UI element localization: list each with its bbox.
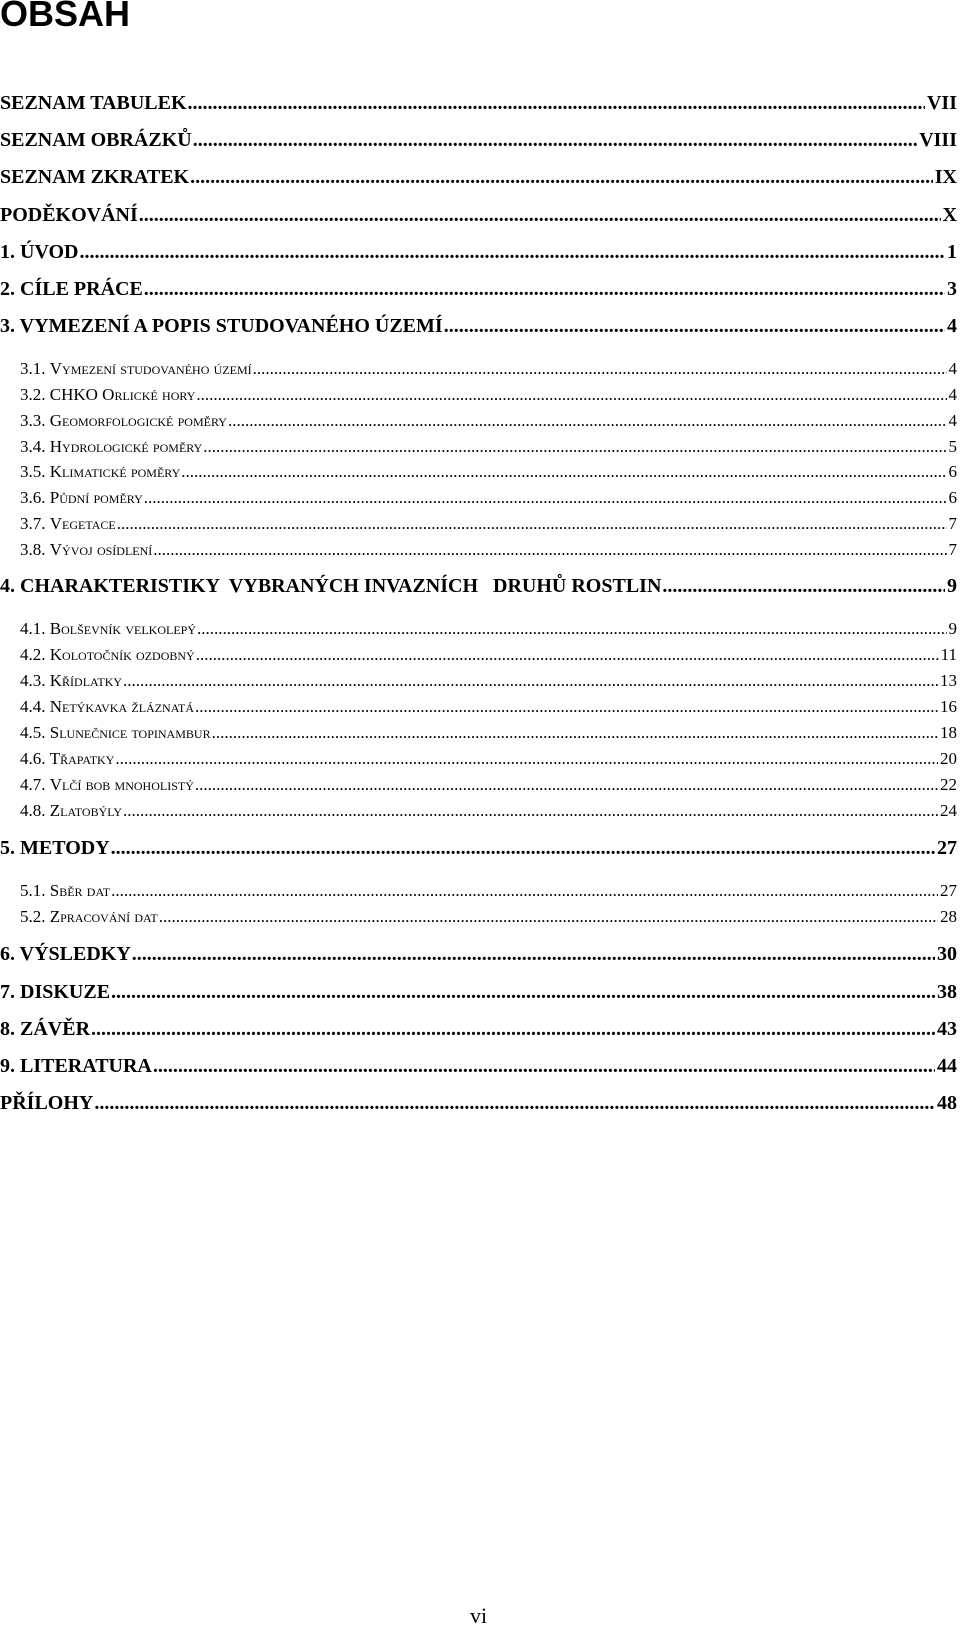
toc-entry-page: IX [934, 166, 957, 188]
toc-entry-page: 44 [937, 1055, 957, 1077]
toc-entry-page: 24 [940, 801, 957, 820]
toc-leader-dots [662, 574, 945, 598]
toc-subentry-number: 3.1. [20, 359, 46, 378]
toc-entry-page: 3 [947, 278, 957, 300]
toc-leader-dots [253, 357, 947, 381]
toc-entry-page: 27 [937, 837, 957, 859]
toc-entry-label: SEZNAM OBRÁZKŮ [0, 129, 192, 151]
toc-subentry-4-8[interactable] [20, 799, 957, 823]
toc-subentry-label: Třapatky [49, 749, 115, 768]
toc-entry-page: 6 [948, 462, 957, 481]
toc-entry-page: 7 [948, 514, 957, 533]
toc-leader-dots [123, 669, 938, 693]
toc-subentry-4-5[interactable] [20, 721, 957, 745]
toc-subentry-number: 3.5. [20, 462, 46, 481]
toc-entry-page: 5 [948, 437, 957, 456]
toc-entry-vysledky[interactable] [0, 942, 957, 966]
toc-leader-dots [80, 240, 946, 264]
toc-leader-dots [144, 486, 947, 510]
toc-leader-dots [153, 1054, 935, 1078]
toc-entry-page: 30 [937, 943, 957, 965]
toc-entry-page: 28 [940, 907, 957, 926]
toc-entry-page: 9 [947, 575, 957, 597]
toc-subentry-number: 3.6. [20, 488, 46, 507]
toc-subentry-number: 4.7. [20, 775, 46, 794]
toc-subentry-label: Netýkavka žláznatá [49, 697, 195, 716]
toc-subentry-4-3[interactable] [20, 669, 957, 693]
toc-subentry-number: 3.2. [20, 385, 46, 404]
toc-entry-label: 9. LITERATURA [0, 1055, 152, 1077]
toc-subentry-label: Zlatobýly [49, 801, 123, 820]
toc-entry-seznam-obrazku[interactable] [0, 128, 957, 152]
toc-entry-page: X [942, 204, 957, 226]
toc-subentry-4-4[interactable] [20, 695, 957, 719]
toc-subentry-3-3[interactable] [20, 409, 957, 433]
toc-leader-dots [111, 836, 935, 860]
toc-entry-page: 11 [940, 645, 957, 664]
toc-subentry-4-2[interactable] [20, 643, 957, 667]
toc-leader-dots [196, 383, 946, 407]
toc-entry-page: VIII [919, 129, 957, 151]
toc-subentry-label: Slunečnice topinambur [49, 723, 211, 742]
toc-entry-chapter-5[interactable] [0, 836, 957, 860]
toc-entry-label: 7. DISKUZE [0, 981, 111, 1003]
toc-entry-prilohy[interactable] [0, 1091, 957, 1115]
toc-entry-label: PODĚKOVÁNÍ [0, 204, 138, 226]
toc-subentry-number: 3.8. [20, 540, 46, 559]
toc-subentry-number: 4.2. [20, 645, 46, 664]
toc-entry-page: 16 [940, 697, 957, 716]
toc-entry-label: SEZNAM ZKRATEK [0, 166, 190, 188]
toc-leader-dots [195, 773, 938, 797]
toc-leader-dots [115, 747, 938, 771]
toc-leader-dots [195, 695, 938, 719]
toc-subentry-4-1[interactable] [20, 617, 957, 641]
toc-entry-label: 3. VYMEZENÍ A POPIS STUDOVANÉHO ÚZEMÍ [0, 315, 443, 337]
toc-subentry-label: Zpracování dat [49, 907, 158, 926]
toc-entry-page: 4 [948, 411, 957, 430]
toc-leader-dots [123, 799, 938, 823]
toc-entry-literatura[interactable] [0, 1054, 957, 1078]
toc-subentry-4-6[interactable] [20, 747, 957, 771]
toc-entry-page: 1 [947, 241, 957, 263]
toc-entry-page: 20 [940, 749, 957, 768]
toc-entry-diskuze[interactable] [0, 980, 957, 1004]
toc-subentry-label: Půdní poměry [49, 488, 143, 507]
toc-subentry-4-7[interactable] [20, 773, 957, 797]
toc-subentry-number: 3.7. [20, 514, 46, 533]
toc-entry-label: 2. CÍLE PRÁCE [0, 278, 143, 300]
toc-leader-dots [159, 905, 938, 929]
toc-subentry-3-8[interactable] [20, 538, 957, 562]
toc-subentry-number: 4.1. [20, 619, 46, 638]
toc-leader-dots [117, 512, 947, 536]
toc-leader-dots [444, 314, 945, 338]
toc-subentry-label: Klimatické poměry [49, 462, 181, 481]
toc-subentry-3-6[interactable] [20, 486, 957, 510]
toc-subentry-5-2[interactable] [20, 905, 957, 929]
toc-leader-dots [203, 435, 946, 459]
toc-subentry-3-5[interactable] [20, 460, 957, 484]
toc-leader-dots [111, 980, 935, 1004]
toc-entry-chapter-3[interactable] [0, 314, 957, 338]
toc-entry-podekovani[interactable] [0, 203, 957, 227]
toc-subentry-5-1[interactable] [20, 879, 957, 903]
toc-subentry-label: Hydrologické poměry [49, 437, 203, 456]
toc-entry-label: 8. ZÁVĚR [0, 1018, 91, 1040]
toc-subentry-label: Vlčí bob mnoholistý [49, 775, 194, 794]
toc-subentry-label: CHKO Orlické hory [49, 385, 196, 404]
toc-entry-page: 27 [940, 881, 957, 900]
toc-entry-uvod[interactable] [0, 240, 957, 264]
toc-entry-label: PŘÍLOHY [0, 1092, 94, 1114]
toc-subentry-number: 3.3. [20, 411, 46, 430]
toc-entry-page: 18 [940, 723, 957, 742]
toc-leader-dots [94, 1091, 935, 1115]
toc-subentry-label: Vymezení studovaného území [49, 359, 252, 378]
toc-subentry-label: Geomorfologické poměry [49, 411, 227, 430]
toc-leader-dots [228, 409, 947, 433]
toc-leader-dots [111, 879, 938, 903]
toc-subentry-number: 4.8. [20, 801, 46, 820]
toc-leader-dots [91, 1017, 935, 1041]
toc-entry-label: 4. CHARAKTERISTIKY VYBRANÝCH INVAZNÍCH DRUHŮ ROSTLIN [0, 575, 662, 597]
toc-entry-zaver[interactable] [0, 1017, 957, 1041]
toc-entry-cile-prace[interactable] [0, 277, 957, 301]
toc-entry-page: 38 [937, 981, 957, 1003]
toc-subentry-3-7[interactable] [20, 512, 957, 536]
toc-subentry-number: 5.2. [20, 907, 46, 926]
toc-entry-chapter-4[interactable] [0, 574, 957, 598]
toc-leader-dots [197, 617, 947, 641]
toc-subentry-label: Kolotočník ozdobný [49, 645, 195, 664]
toc-entry-seznam-zkratek[interactable] [0, 165, 957, 189]
toc-entry-page: 4 [947, 315, 957, 337]
toc-entry-page: 4 [948, 359, 957, 378]
toc-subentry-3-2[interactable] [20, 383, 957, 407]
toc-subentry-label: Sběr dat [49, 881, 111, 900]
toc-subentry-number: 4.6. [20, 749, 46, 768]
toc-entry-label: 5. METODY [0, 837, 110, 859]
toc-subentry-label: Vegetace [49, 514, 116, 533]
toc-entry-seznam-tabulek[interactable] [0, 91, 957, 115]
toc-entry-label: SEZNAM TABULEK [0, 92, 187, 114]
toc-subentry-3-1[interactable] [20, 357, 957, 381]
toc-subentry-3-4[interactable] [20, 435, 957, 459]
toc-leader-dots [196, 643, 939, 667]
toc-subentry-number: 3.4. [20, 437, 46, 456]
toc-subentry-number: 4.4. [20, 697, 46, 716]
toc-entry-page: 22 [940, 775, 957, 794]
toc-leader-dots [153, 538, 946, 562]
toc-entry-page: VII [926, 92, 957, 114]
toc-entry-page: 48 [937, 1092, 957, 1114]
toc-entry-page: 4 [948, 385, 957, 404]
toc-leader-dots [132, 942, 935, 966]
toc-subentry-number: 5.1. [20, 881, 46, 900]
toc-leader-dots [188, 91, 925, 115]
toc-entry-page: 6 [948, 488, 957, 507]
toc-leader-dots [212, 721, 938, 745]
toc-leader-dots [139, 203, 941, 227]
toc-leader-dots [144, 277, 945, 301]
toc-entry-label: 6. VÝSLEDKY [0, 943, 131, 965]
toc-subentry-label: Bolševník velkolepý [49, 619, 196, 638]
toc-entry-page: 7 [948, 540, 957, 559]
toc-entry-label: 1. ÚVOD [0, 241, 79, 263]
toc-subentry-label: Vývoj osídlení [49, 540, 153, 559]
toc-entry-page: 43 [937, 1018, 957, 1040]
toc-leader-dots [193, 128, 918, 152]
toc-leader-dots [190, 165, 933, 189]
toc-subentry-number: 4.5. [20, 723, 46, 742]
toc-entry-page: 13 [940, 671, 957, 690]
toc-subentry-label: Křídlatky [49, 671, 123, 690]
footer-page-number: vi [470, 1603, 488, 1628]
page-title: OBSAH [0, 0, 131, 34]
toc-entry-page: 9 [948, 619, 957, 638]
toc-subentry-number: 4.3. [20, 671, 46, 690]
toc-leader-dots [181, 460, 946, 484]
